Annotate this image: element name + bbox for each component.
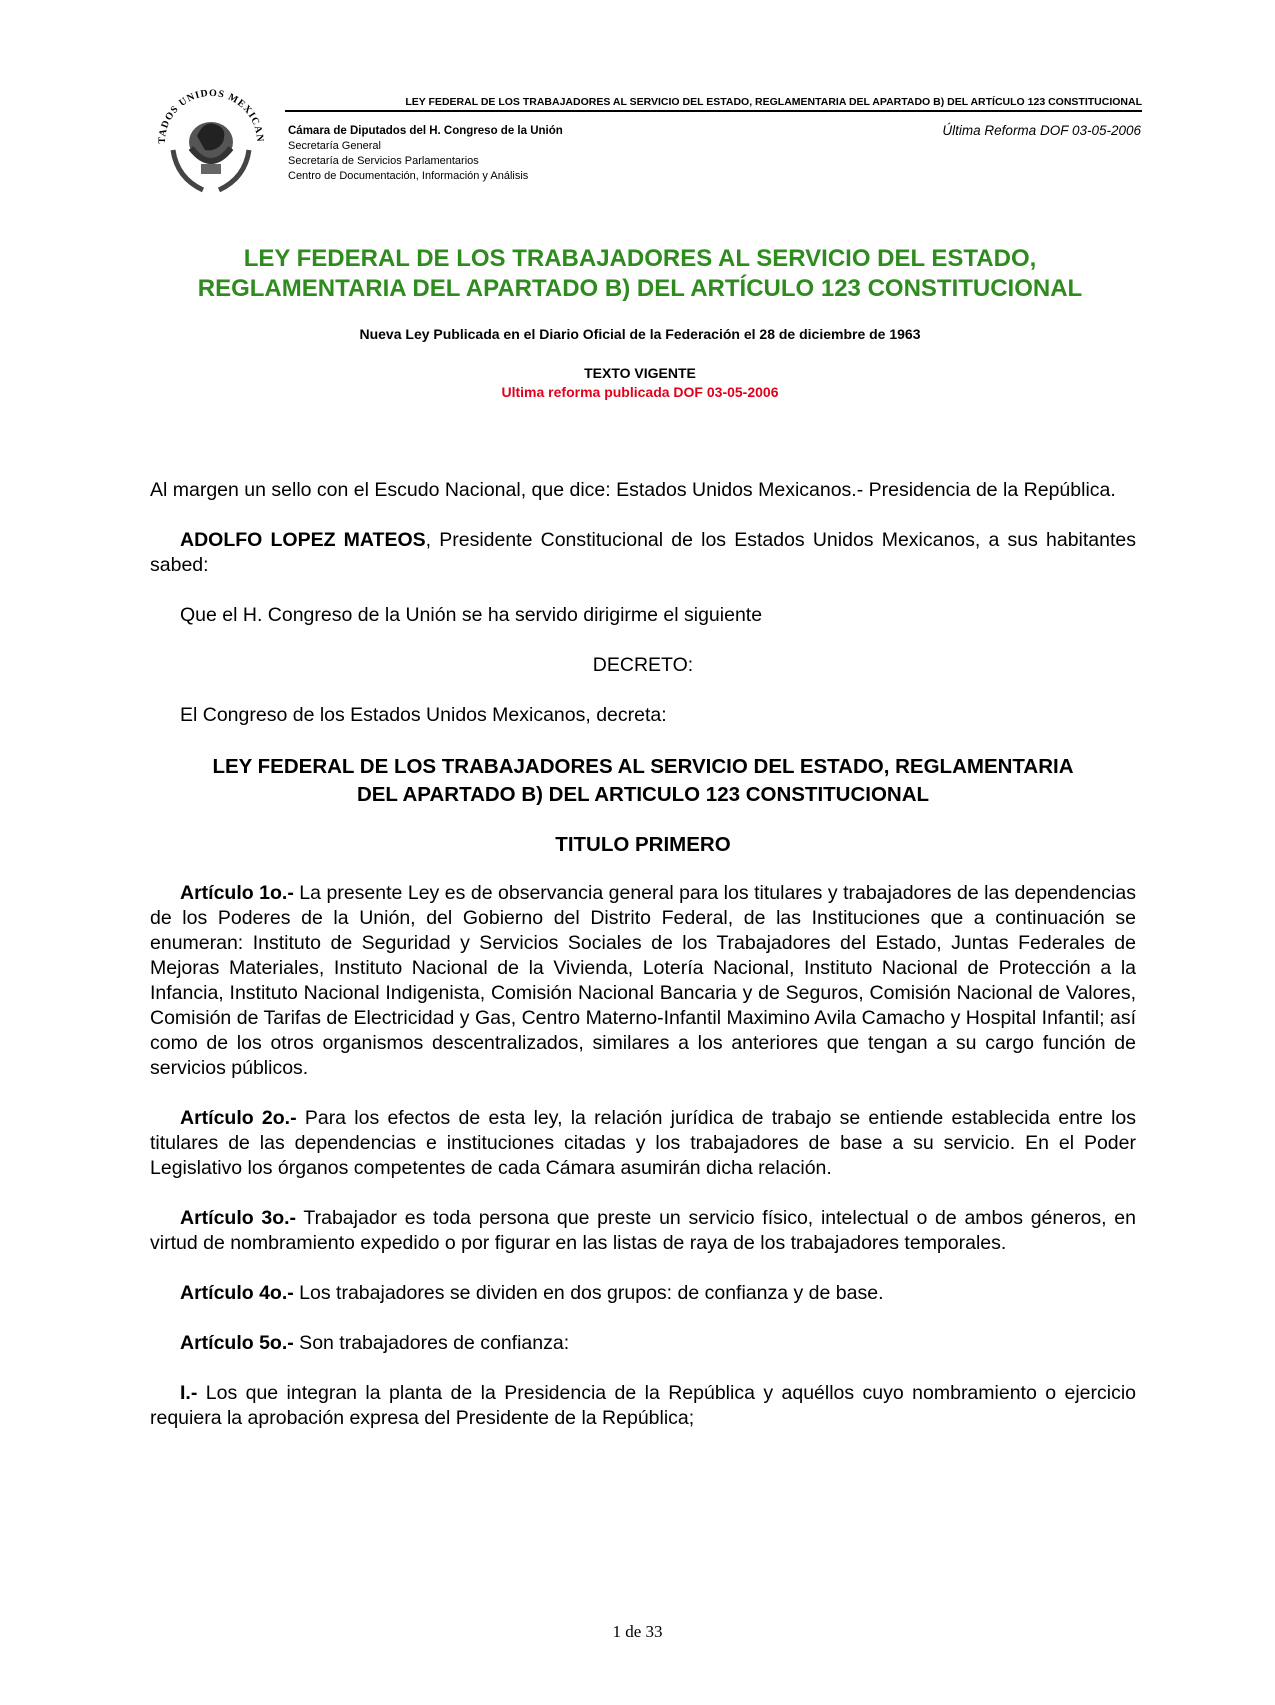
fraction-label: I.- bbox=[180, 1382, 198, 1404]
article-text: Para los efectos de esta ley, la relación jurídica de trabajo se entiende establecida entre los titulares de las dependencias e instituciones citadas y los trabajadores de base a su servicio. En el Poder Legislativo los órganos competentes de cada Cámara asumirán dicha relación. bbox=[150, 1107, 1136, 1179]
titulo-heading: TITULO PRIMERO bbox=[555, 833, 731, 856]
document-title bbox=[140, 244, 1140, 304]
article-label: Artículo 3o.- bbox=[180, 1207, 297, 1229]
article-label: Artículo 4o.- bbox=[180, 1282, 294, 1304]
article-1 bbox=[150, 881, 1136, 1081]
article-2 bbox=[150, 1106, 1136, 1181]
publication-note: Nueva Ley Publicada en el Diario Oficial de la Federación el 28 de diciembre de 1963 bbox=[359, 326, 921, 342]
president-paragraph bbox=[150, 528, 1136, 578]
status-label: TEXTO VIGENTE bbox=[584, 365, 696, 381]
president-name: ADOLFO LOPEZ MATEOS bbox=[180, 529, 426, 551]
decree-intro: El Congreso de los Estados Unidos Mexicanos, decreta: bbox=[180, 704, 667, 726]
chamber-name: Cámara de Diputados del H. Congreso de la Unión bbox=[288, 125, 563, 137]
header-last-reform: Última Reforma DOF 03-05-2006 bbox=[942, 123, 1141, 138]
decree-heading: DECRETO: bbox=[592, 654, 694, 676]
unit-documentation-center: Centro de Documentación, Información y Análisis bbox=[288, 170, 529, 182]
article-3 bbox=[150, 1206, 1136, 1256]
running-title: LEY FEDERAL DE LOS TRABAJADORES AL SERVICIO DEL ESTADO, REGLAMENTARIA DEL APARTADO B) DEL ARTÍCULO 123 CONSTITUCIONAL bbox=[285, 96, 1142, 112]
national-seal-icon bbox=[147, 78, 275, 206]
article-5 bbox=[150, 1331, 1136, 1356]
law-title-line-2: DEL APARTADO B) DEL ARTICULO 123 CONSTITUCIONAL bbox=[356, 783, 930, 806]
margin-note: Al margen un sello con el Escudo Nacional, que dice: Estados Unidos Mexicanos.- Presidencia de la República. bbox=[150, 479, 1116, 501]
national-seal bbox=[147, 78, 275, 206]
fraction-i bbox=[150, 1381, 1136, 1431]
document-body bbox=[150, 478, 1136, 1456]
status-block bbox=[140, 364, 1140, 402]
article-4 bbox=[150, 1281, 1136, 1306]
law-title-line-1: LEY FEDERAL DE LOS TRABAJADORES AL SERVICIO DEL ESTADO, REGLAMENTARIA bbox=[212, 755, 1074, 778]
article-text: Los trabajadores se dividen en dos grupos: de confianza y de base. bbox=[293, 1282, 884, 1304]
article-label: Artículo 5o.- bbox=[180, 1332, 294, 1354]
article-label: Artículo 1o.- bbox=[180, 882, 294, 904]
article-label: Artículo 2o.- bbox=[180, 1107, 297, 1129]
seal-text: TADOS UNIDOS MEXICAN bbox=[156, 87, 266, 144]
president-text: , Presidente Constitucional de los Estados Unidos Mexicanos, a sus habitantes sabed: bbox=[150, 529, 1136, 576]
article-text: Son trabajadores de confianza: bbox=[293, 1332, 570, 1354]
page-number: 1 de 33 bbox=[612, 1622, 663, 1641]
article-text: Trabajador es toda persona que preste un servicio físico, intelectual o de ambos géneros, en virtud de nombramiento expedido o por figurar en las listas de raya de los trabajadores temporales. bbox=[150, 1207, 1136, 1254]
unit-general-secretariat: Secretaría General bbox=[288, 140, 381, 152]
document-title-line-1: LEY FEDERAL DE LOS TRABAJADORES AL SERVICIO DEL ESTADO, bbox=[243, 245, 1037, 272]
congress-line: Que el H. Congreso de la Unión se ha servido dirigirme el siguiente bbox=[180, 604, 763, 626]
status-last-reform: Ultima reforma publicada DOF 03-05-2006 bbox=[501, 384, 779, 400]
document-title-line-2: REGLAMENTARIA DEL APARTADO B) DEL ARTÍCULO 123 CONSTITUCIONAL bbox=[197, 275, 1083, 302]
fraction-text: Los que integran la planta de la Presidencia de la República y aquéllos cuyo nombramiento o ejercicio requiera la aprobación expresa del Presidente de la República; bbox=[150, 1382, 1136, 1429]
unit-parliamentary-services: Secretaría de Servicios Parlamentarios bbox=[288, 155, 479, 167]
article-text: La presente Ley es de observancia general para los titulares y trabajadores de las dependencias de los Poderes de la Unión, del Gobierno del Distrito Federal, de las Instituciones que a continuación se enumeran: Instituto de Seguridad y Servicios Sociales de los Trabajadores del Estado, Juntas Federales de Mejoras Materiales, Instituto Nacional de la Vivienda, Lotería Nacional, Instituto Nacional de Protección a la Infancia, Instituto Nacional Indigenista, Comisión Nacional Bancaria y de Seguros, Comisión Nacional de Valores, Comisión de Tarifas de Electricidad y Gas, Centro Materno-Infantil Maximino Avila Camacho y Hospital Infantil; así como de los otros organismos descentralizados, similares a los anteriores que tengan a su cargo función de servicios públicos. bbox=[150, 882, 1136, 1079]
law-title bbox=[150, 753, 1136, 809]
institution-block bbox=[288, 124, 563, 184]
